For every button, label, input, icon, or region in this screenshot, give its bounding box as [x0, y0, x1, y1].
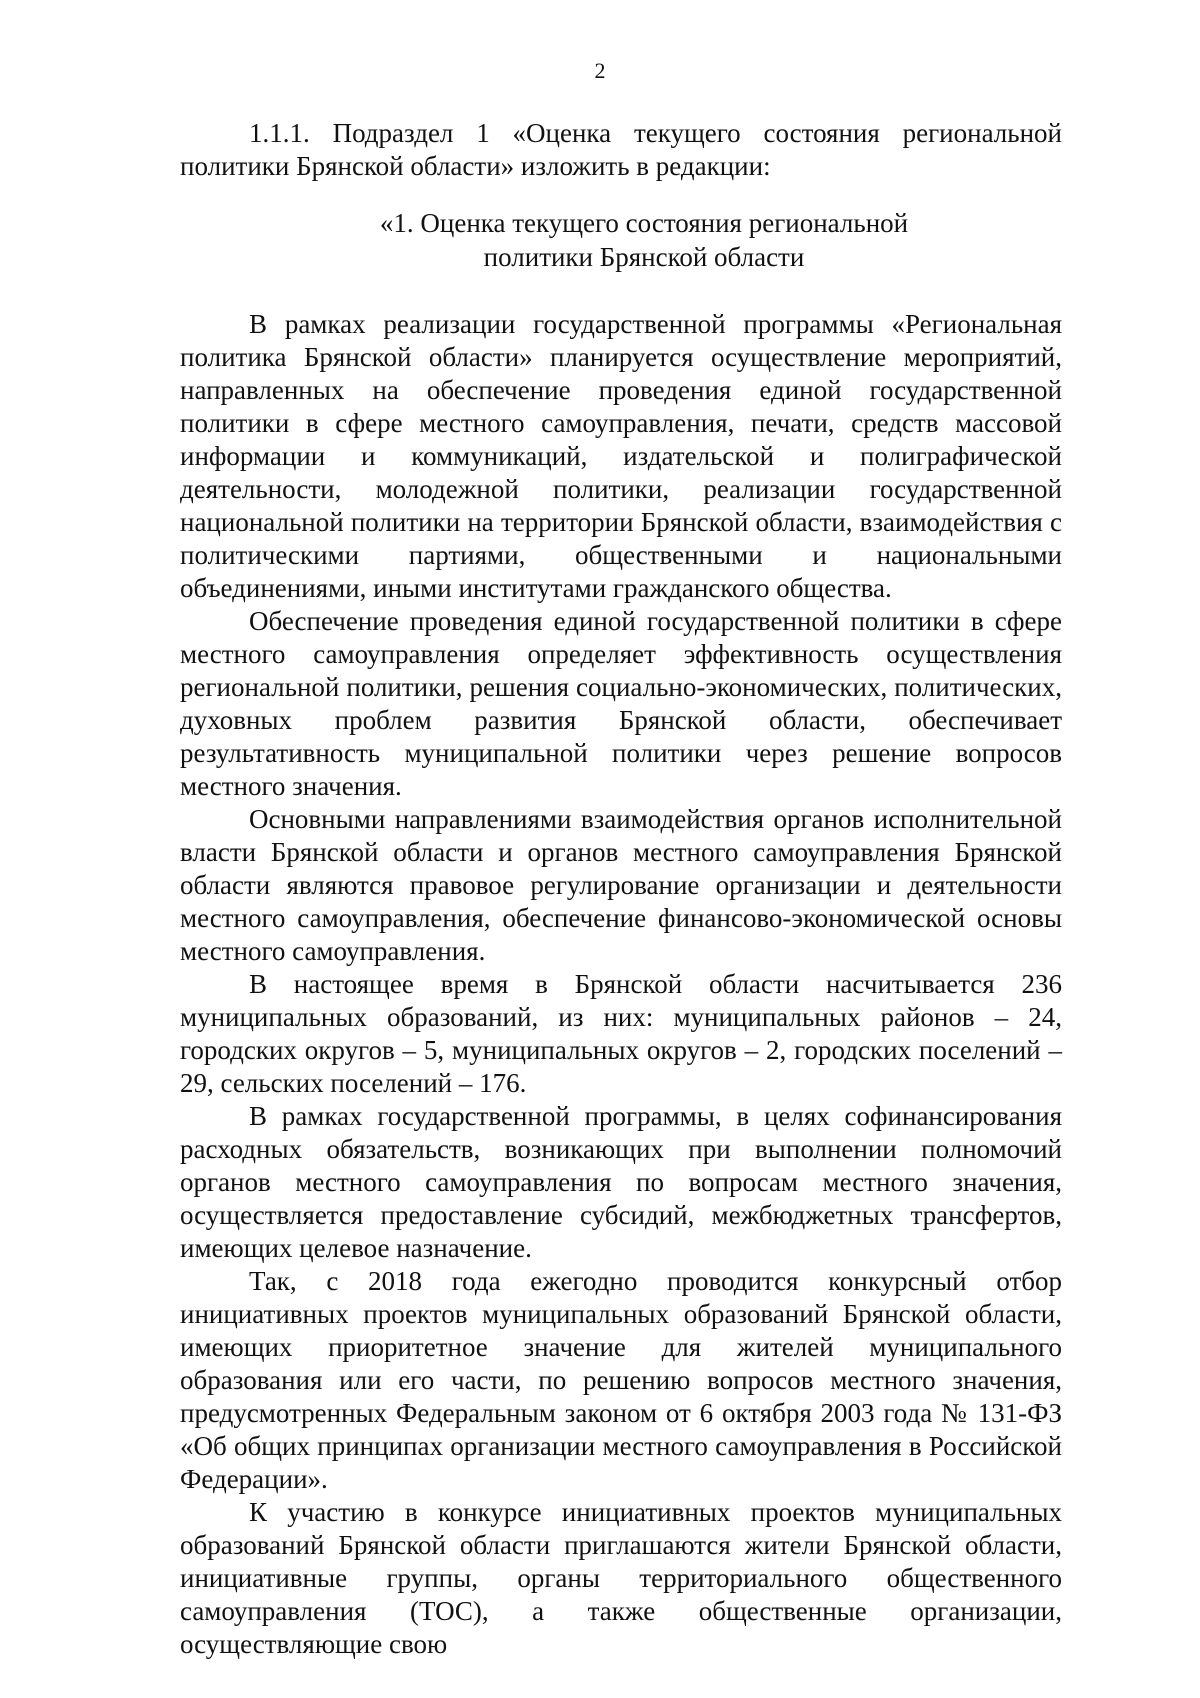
intro-paragraph: 1.1.1. Подраздел 1 «Оценка текущего состояния региональной политики Брянской области» изложить в редакции:: [180, 118, 1062, 181]
body-paragraph: К участию в конкурсе инициативных проектов муниципальных образований Брянской области приглашаются жители Брянской области, инициативные группы, органы территориального общественного самоуправления (ТОС), а также общественные организации, осуществляющие свою: [180, 1497, 1062, 1659]
section-heading-line-2: политики Брянской области: [483, 242, 805, 272]
page-number: 2: [594, 58, 606, 83]
body-paragraph: Так, с 2018 года ежегодно проводится конкурсный отбор инициативных проектов муниципальных образований Брянской области, имеющих приоритетное значение для жителей муниципального образования или его части, по решению вопросов местного значения, предусмотренных Федеральным законом от 6 октября 2003 года № 131-ФЗ «Об общих принципах организации местного самоуправления в Российской Федерации».: [180, 1266, 1062, 1494]
section-heading-line-1: «1. Оценка текущего состояния региональной: [379, 208, 909, 238]
document-body: [180, 117, 1062, 1661]
body-paragraph: Основными направлениями взаимодействия органов исполнительной власти Брянской области и органов местного самоуправления Брянской области являются правовое регулирование организации и деятельности местного самоуправления, обеспечение финансово-экономической основы местного самоуправления.: [180, 804, 1062, 966]
body-paragraph: Обеспечение проведения единой государственной политики в сфере местного самоуправления определяет эффективность осуществления региональной политики, решения социально-экономических, политических, духовных проблем развития Брянской области, обеспечивает результативность муниципальной политики через решение вопросов местного значения.: [180, 606, 1062, 801]
body-paragraph: В рамках государственной программы, в целях софинансирования расходных обязательств, возникающих при выполнении полномочий органов местного самоуправления по вопросам местного значения, осуществляется предоставление субсидий, межбюджетных трансфертов, имеющих целевое назначение.: [180, 1101, 1062, 1263]
body-paragraph: В настоящее время в Брянской области насчитывается 236 муниципальных образований, из них: муниципальных районов – 24, городских округов – 5, муниципальных округов – 2, городских поселений – 29, сельских поселений – 176.: [180, 969, 1062, 1098]
body-paragraph: В рамках реализации государственной программы «Региональная политика Брянской области» планируется осуществление мероприятий, направленных на обеспечение проведения единой государственной политики в сфере местного самоуправления, печати, средств массовой информации и коммуникаций, издательской и полиграфической деятельности, молодежной политики, реализации государственной национальной политики на территории Брянской области, взаимодействия с политическими партиями, общественными и национальными объединениями, иными институтами гражданского общества.: [180, 309, 1062, 603]
section-heading: [180, 206, 1062, 274]
